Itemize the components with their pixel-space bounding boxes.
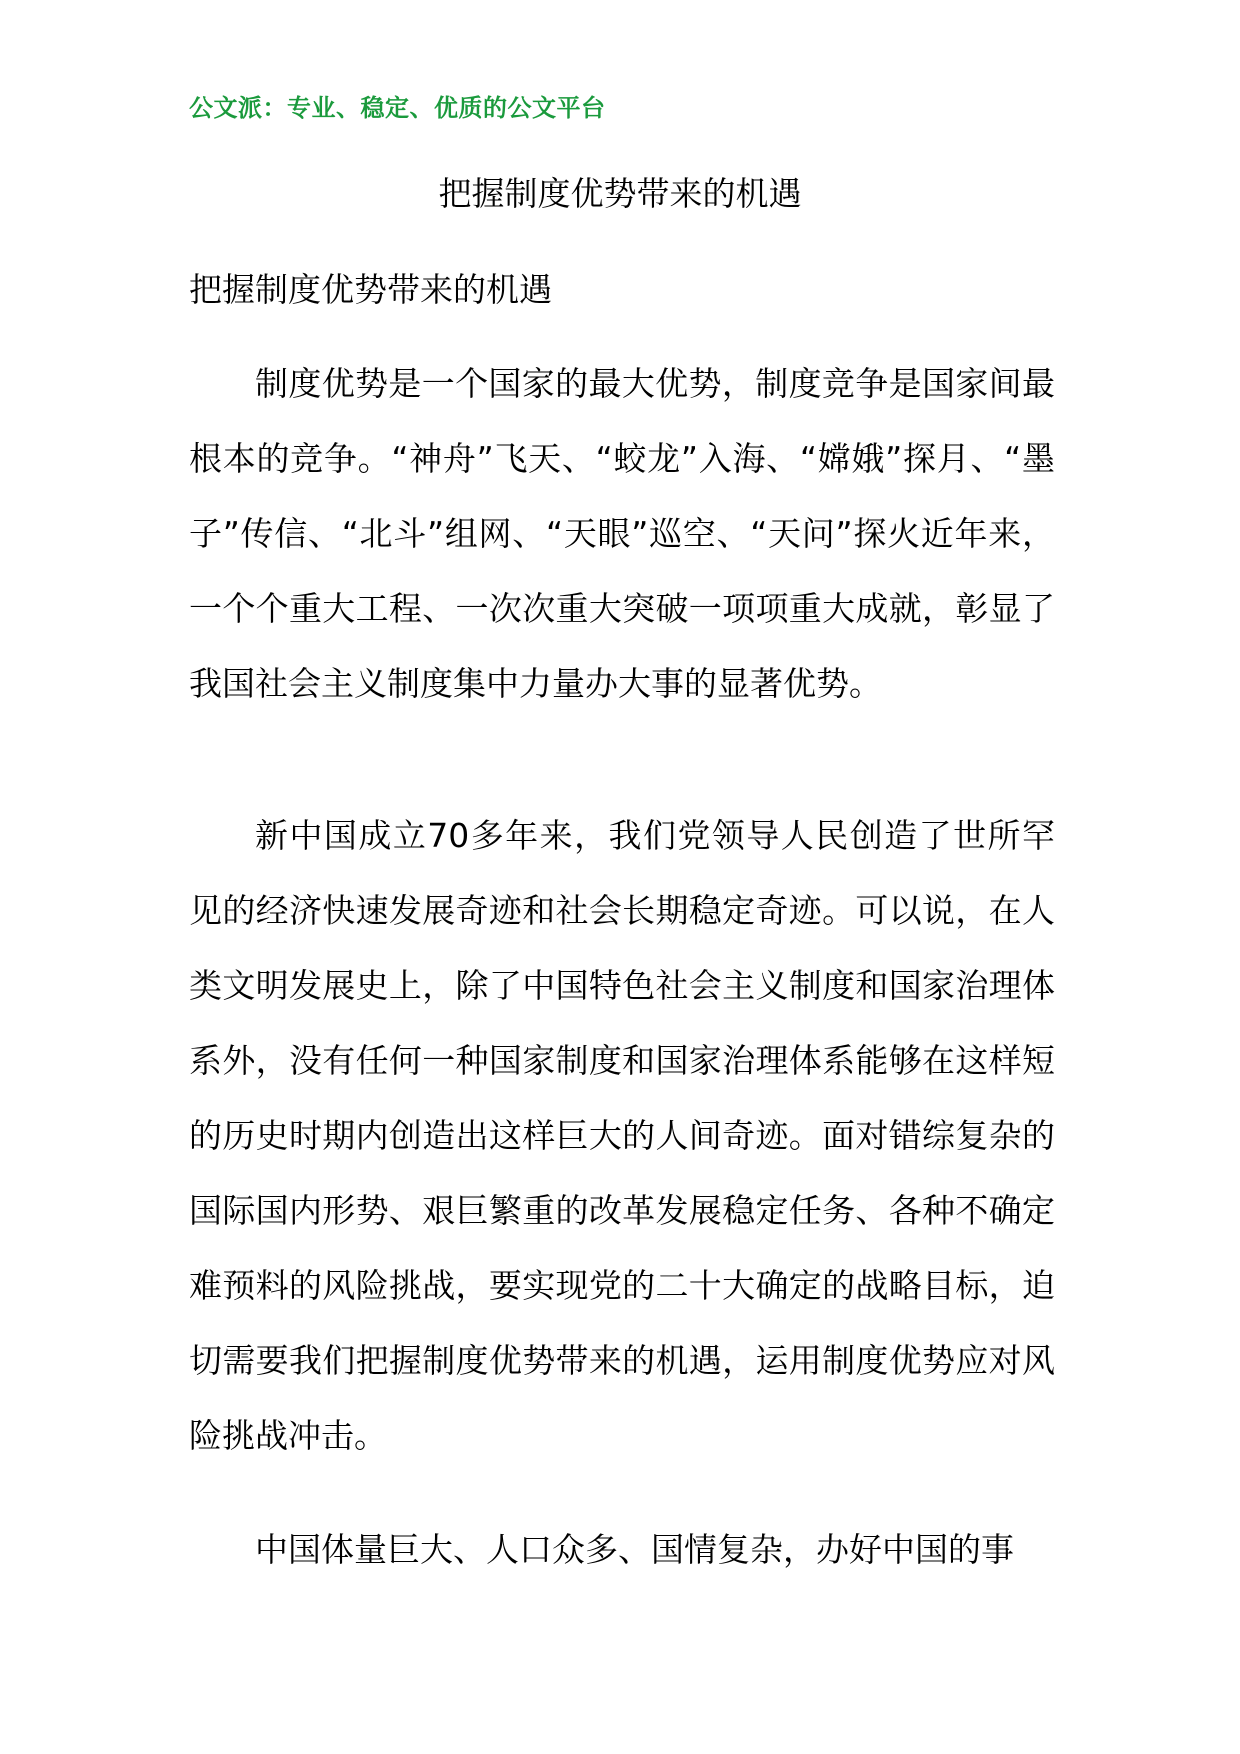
site-banner: 公文派：专业、稳定、优质的公文平台 — [189, 94, 606, 122]
body-paragraph: 中国体量巨大、人口众多、国情复杂，办好中国的事 — [255, 1530, 1014, 1569]
body-paragraph: 制度优势是一个国家的最大优势，制度竞争是国家间最根本的竞争。“神舟”飞天、“蛟龙”入海、“嫦娥”探月、“墨子”传信、“北斗”组网、“天眼”巡空、“天问”探火近年来，一个个重大工程、一次次重大突破一项项重大成就，彰显了我国社会主义制度集中力量办大事的显著优势。 — [189, 364, 1055, 703]
document-subtitle: 把握制度优势带来的机遇 — [189, 270, 552, 309]
body-paragraph: 新中国成立70多年来，我们党领导人民创造了世所罕见的经济快速发展奇迹和社会长期稳定奇迹。可以说，在人类文明发展史上，除了中国特色社会主义制度和国家治理体系外，没有任何一种国家制度和国家治理体系能够在这样短的历史时期内创造出这样巨大的人间奇迹。面对错综复杂的国际国内形势、艰巨繁重的改革发展稳定任务、各种不确定难预料的风险挑战，要实现党的二十大确定的战略目标，迫切需要我们把握制度优势带来的机遇，运用制度优势应对风险挑战冲击。 — [189, 816, 1055, 1455]
document-title: 把握制度优势带来的机遇 — [438, 174, 802, 213]
